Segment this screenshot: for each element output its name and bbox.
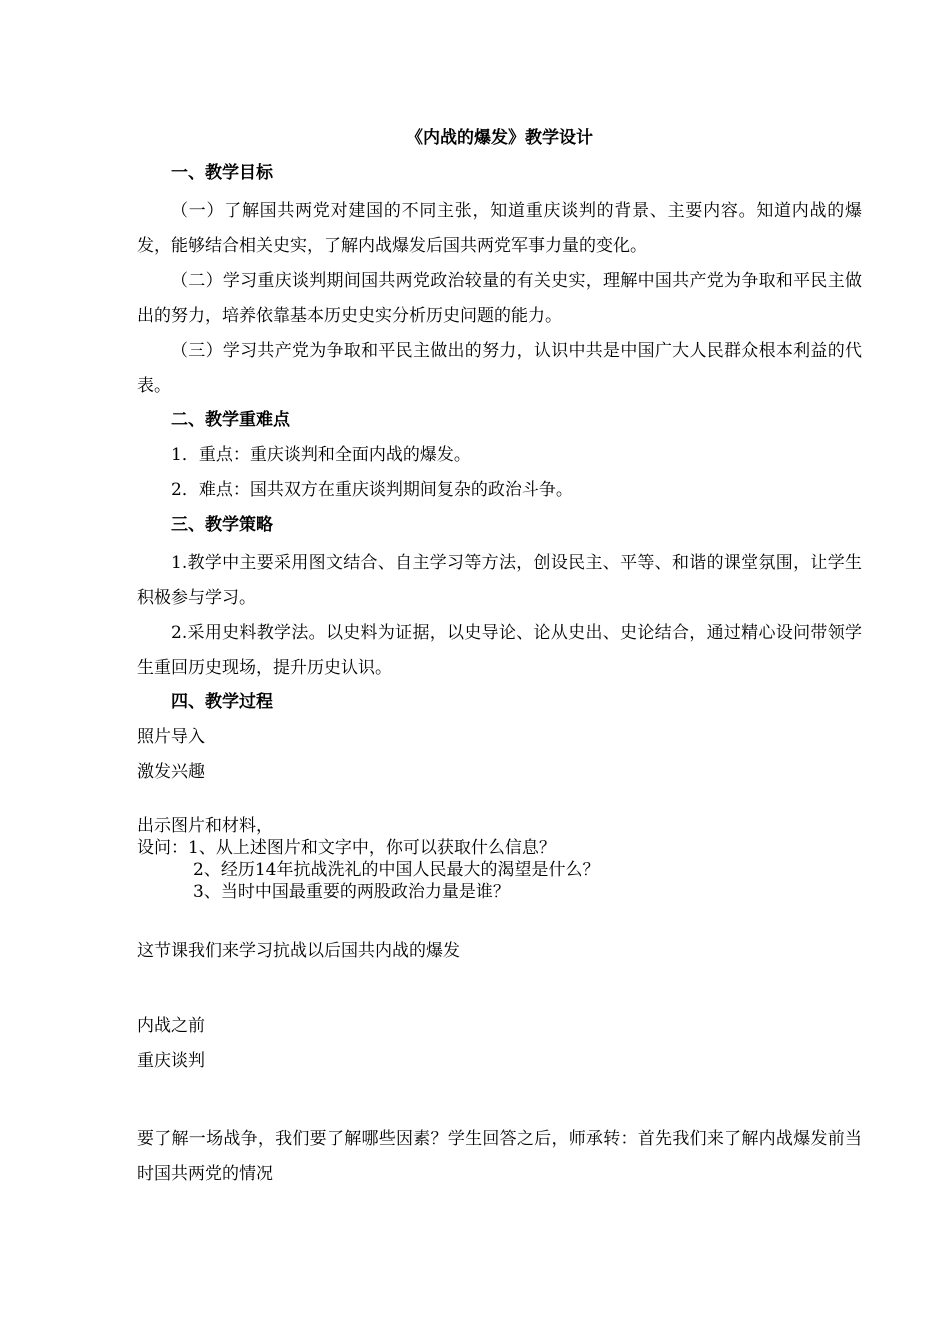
section-heading-objectives: 一、教学目标 [171,163,273,183]
section-heading-strategy: 三、教学策略 [171,515,273,535]
key-point-item: 1．重点：重庆谈判和全面内战的爆发。 [171,445,471,465]
spacer [137,793,862,815]
process-intro-line: 激发兴趣 [137,762,205,782]
spacer [137,903,862,937]
section-heading-key-points: 二、教学重难点 [171,410,290,430]
question-line: 2、经历14年抗战洗礼的中国人民最大的渴望是什么？ [193,860,600,880]
question-line: 3、当时中国最重要的两股政治力量是谁？ [193,882,510,902]
material-line: 出示图片和材料， [137,816,273,836]
objective-paragraph: （一）了解国共两党对建国的不同主张，知道重庆谈判的背景、主要内容。知道内战的爆发，能够结合相关史实，了解内战爆发后国共两党军事力量的变化。 [137,201,862,256]
objective-paragraph: （二）学习重庆谈判期间国共两党政治较量的有关史实，理解中国共产党为争取和平民主做出的努力，培养依靠基本历史史实分析历史问题的能力。 [137,271,862,326]
strategy-paragraph: 1.教学中主要采用图文结合、自主学习等方法，创设民主、平等、和谐的课堂氛围，让学生积极参与学习。 [137,553,862,608]
transition-line: 这节课我们来学习抗战以后国共内战的爆发 [137,941,460,961]
objective-paragraph: （三）学习共产党为争取和平民主做出的努力，认识中共是中国广大人民群众根本利益的代表。 [137,341,862,396]
part-line: 重庆谈判 [137,1051,205,1071]
document-body [137,124,862,1192]
spacer [137,972,862,1012]
section-heading-process: 四、教学过程 [171,692,273,712]
closing-paragraph: 要了解一场战争，我们要了解哪些因素？学生回答之后，师承转：首先我们来了解内战爆发前当时国共两党的情况 [137,1129,862,1184]
spacer [137,1082,862,1122]
difficult-point-item: 2．难点：国共双方在重庆谈判期间复杂的政治斗争。 [171,480,573,500]
part-line: 内战之前 [137,1016,205,1036]
process-intro-line: 照片导入 [137,727,205,747]
strategy-paragraph: 2.采用史料教学法。以史料为证据，以史导论、论从史出、史论结合，通过精心设问带领学生重回历史现场，提升历史认识。 [137,623,862,678]
document-title: 《内战的爆发》教学设计 [406,128,593,148]
question-line: 设问：1、从上述图片和文字中，你可以获取什么信息？ [137,838,556,858]
